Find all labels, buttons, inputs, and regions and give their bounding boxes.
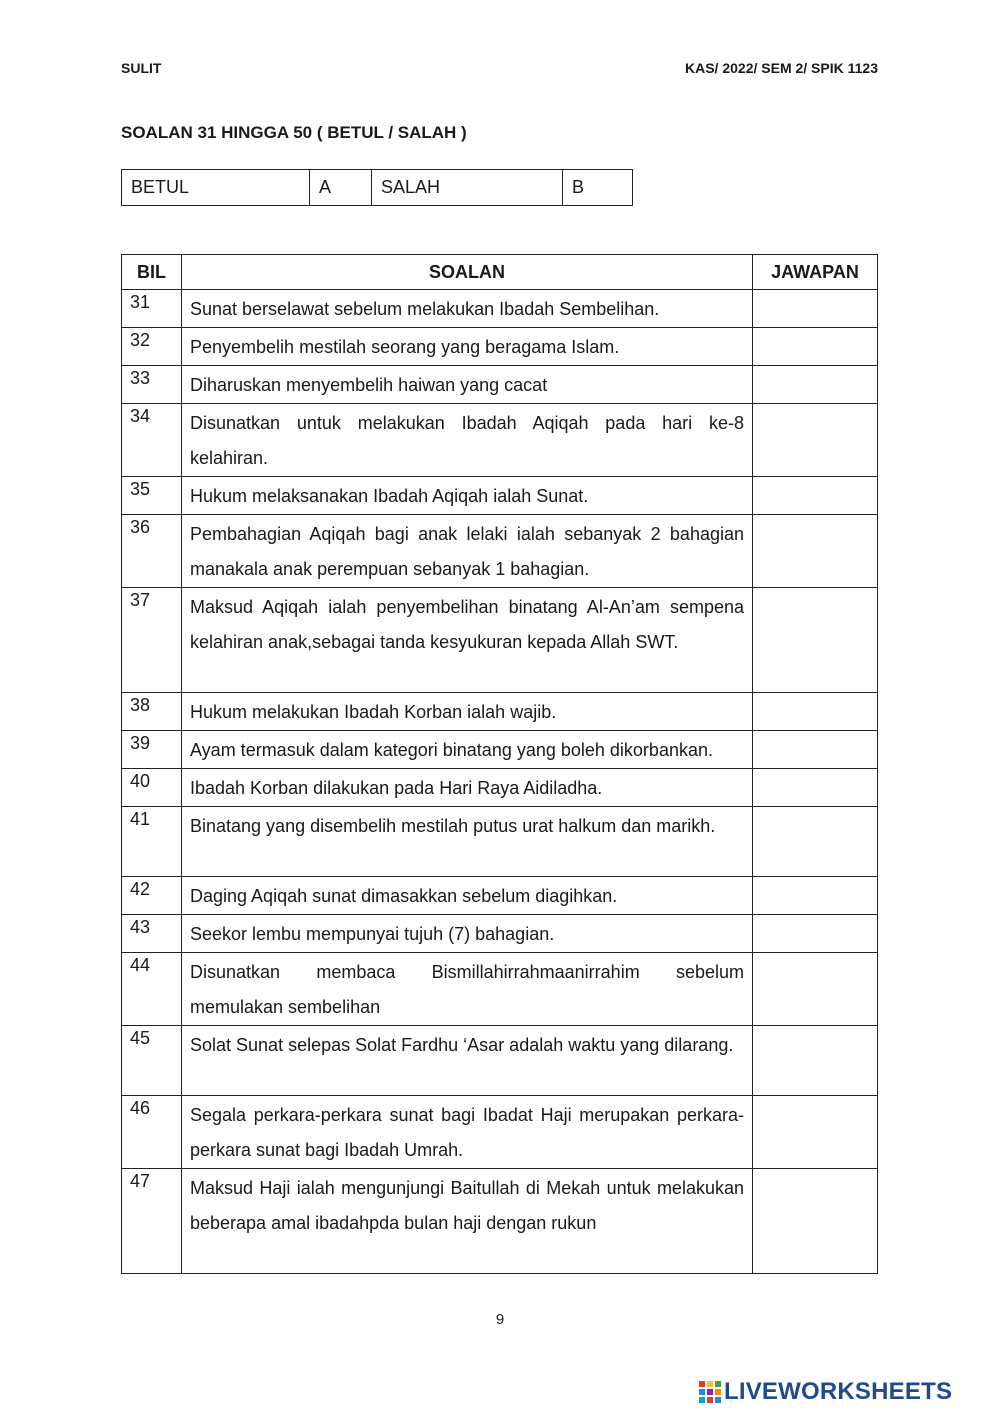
answer-legend <box>121 169 633 206</box>
row-answer-cell[interactable] <box>753 1026 878 1096</box>
row-answer-cell[interactable] <box>753 404 878 477</box>
legend-false-label: SALAH <box>372 170 563 206</box>
row-number: 33 <box>122 366 182 404</box>
table-body <box>122 290 878 1274</box>
row-answer-cell[interactable] <box>753 693 878 731</box>
row-answer-cell[interactable] <box>753 588 878 693</box>
row-number: 38 <box>122 693 182 731</box>
row-question: Pembahagian Aqiqah bagi anak lelaki ialah sebanyak 2 bahagian manakala anak perempuan sebanyak 1 bahagian. <box>182 515 753 588</box>
table-row <box>122 693 878 731</box>
header-left: SULIT <box>121 60 162 76</box>
row-question: Ayam termasuk dalam kategori binatang yang boleh dikorbankan. <box>182 731 753 769</box>
row-answer-cell[interactable] <box>753 769 878 807</box>
row-answer-cell[interactable] <box>753 877 878 915</box>
row-question: Disunatkan untuk melakukan Ibadah Aqiqah pada hari ke-8 kelahiran. <box>182 404 753 477</box>
brand-name: LIVEWORKSHEETS <box>724 1378 953 1405</box>
row-question: Diharuskan menyembelih haiwan yang cacat <box>182 366 753 404</box>
row-number: 42 <box>122 877 182 915</box>
row-answer-cell[interactable] <box>753 915 878 953</box>
table-row <box>122 588 878 693</box>
row-question: Penyembelih mestilah seorang yang beragama Islam. <box>182 328 753 366</box>
table-row <box>122 366 878 404</box>
row-question: Segala perkara-perkara sunat bagi Ibadat Haji merupakan perkara-perkara sunat bagi Ibadah Umrah. <box>182 1096 753 1169</box>
row-number: 34 <box>122 404 182 477</box>
col-header-jawapan: JAWAPAN <box>753 255 878 290</box>
table-row <box>122 731 878 769</box>
row-number: 45 <box>122 1026 182 1096</box>
row-answer-cell[interactable] <box>753 515 878 588</box>
row-number: 40 <box>122 769 182 807</box>
row-number: 31 <box>122 290 182 328</box>
row-question: Seekor lembu mempunyai tujuh (7) bahagian. <box>182 915 753 953</box>
row-answer-cell[interactable] <box>753 290 878 328</box>
row-question: Hukum melakukan Ibadah Korban ialah wajib. <box>182 693 753 731</box>
table-row <box>122 915 878 953</box>
table-row <box>122 769 878 807</box>
row-number: 39 <box>122 731 182 769</box>
table-row <box>122 953 878 1026</box>
row-number: 41 <box>122 807 182 877</box>
row-number: 44 <box>122 953 182 1026</box>
table-row <box>122 877 878 915</box>
brand-footer[interactable] <box>699 1378 952 1406</box>
legend-false-code: B <box>563 170 633 206</box>
row-question: Maksud Aqiqah ialah penyembelihan binatang Al-An’am sempena kelahiran anak,sebagai tanda kesyukuran kepada Allah SWT. <box>182 588 753 693</box>
table-row <box>122 290 878 328</box>
row-answer-cell[interactable] <box>753 807 878 877</box>
header-right: KAS/ 2022/ SEM 2/ SPIK 1123 <box>685 60 878 76</box>
legend-true-label: BETUL <box>122 170 310 206</box>
row-question: Disunatkan membaca Bismillahirrahmaanirrahim sebelum memulakan sembelihan <box>182 953 753 1026</box>
row-number: 43 <box>122 915 182 953</box>
row-answer-cell[interactable] <box>753 1096 878 1169</box>
row-question: Daging Aqiqah sunat dimasakkan sebelum diagihkan. <box>182 877 753 915</box>
col-header-bil: BIL <box>122 255 182 290</box>
table-row <box>122 1026 878 1096</box>
col-header-soalan: SOALAN <box>182 255 753 290</box>
row-question: Maksud Haji ialah mengunjungi Baitullah di Mekah untuk melakukan beberapa amal ibadahpda bulan haji dengan rukun <box>182 1169 753 1274</box>
row-answer-cell[interactable] <box>753 328 878 366</box>
row-question: Solat Sunat selepas Solat Fardhu ‘Asar adalah waktu yang dilarang. <box>182 1026 753 1096</box>
liveworksheets-logo-icon <box>699 1381 721 1403</box>
row-answer-cell[interactable] <box>753 366 878 404</box>
table-row <box>122 515 878 588</box>
row-number: 32 <box>122 328 182 366</box>
row-answer-cell[interactable] <box>753 731 878 769</box>
table-row <box>122 1169 878 1274</box>
row-answer-cell[interactable] <box>753 1169 878 1274</box>
row-answer-cell[interactable] <box>753 953 878 1026</box>
table-row <box>122 477 878 515</box>
section-title: SOALAN 31 HINGGA 50 ( BETUL / SALAH ) <box>121 123 467 142</box>
row-number: 35 <box>122 477 182 515</box>
table-row <box>122 807 878 877</box>
page-number: 9 <box>495 1311 505 1328</box>
row-question: Hukum melaksanakan Ibadah Aqiqah ialah Sunat. <box>182 477 753 515</box>
row-number: 36 <box>122 515 182 588</box>
legend-true-code: A <box>310 170 372 206</box>
table-row <box>122 328 878 366</box>
table-header-row <box>122 255 878 290</box>
table-row <box>122 404 878 477</box>
questions-table <box>121 254 878 1274</box>
row-question: Binatang yang disembelih mestilah putus urat halkum dan marikh. <box>182 807 753 877</box>
row-question: Sunat berselawat sebelum melakukan Ibadah Sembelihan. <box>182 290 753 328</box>
row-number: 47 <box>122 1169 182 1274</box>
table-row <box>122 1096 878 1169</box>
row-number: 46 <box>122 1096 182 1169</box>
row-number: 37 <box>122 588 182 693</box>
row-answer-cell[interactable] <box>753 477 878 515</box>
row-question: Ibadah Korban dilakukan pada Hari Raya Aidiladha. <box>182 769 753 807</box>
